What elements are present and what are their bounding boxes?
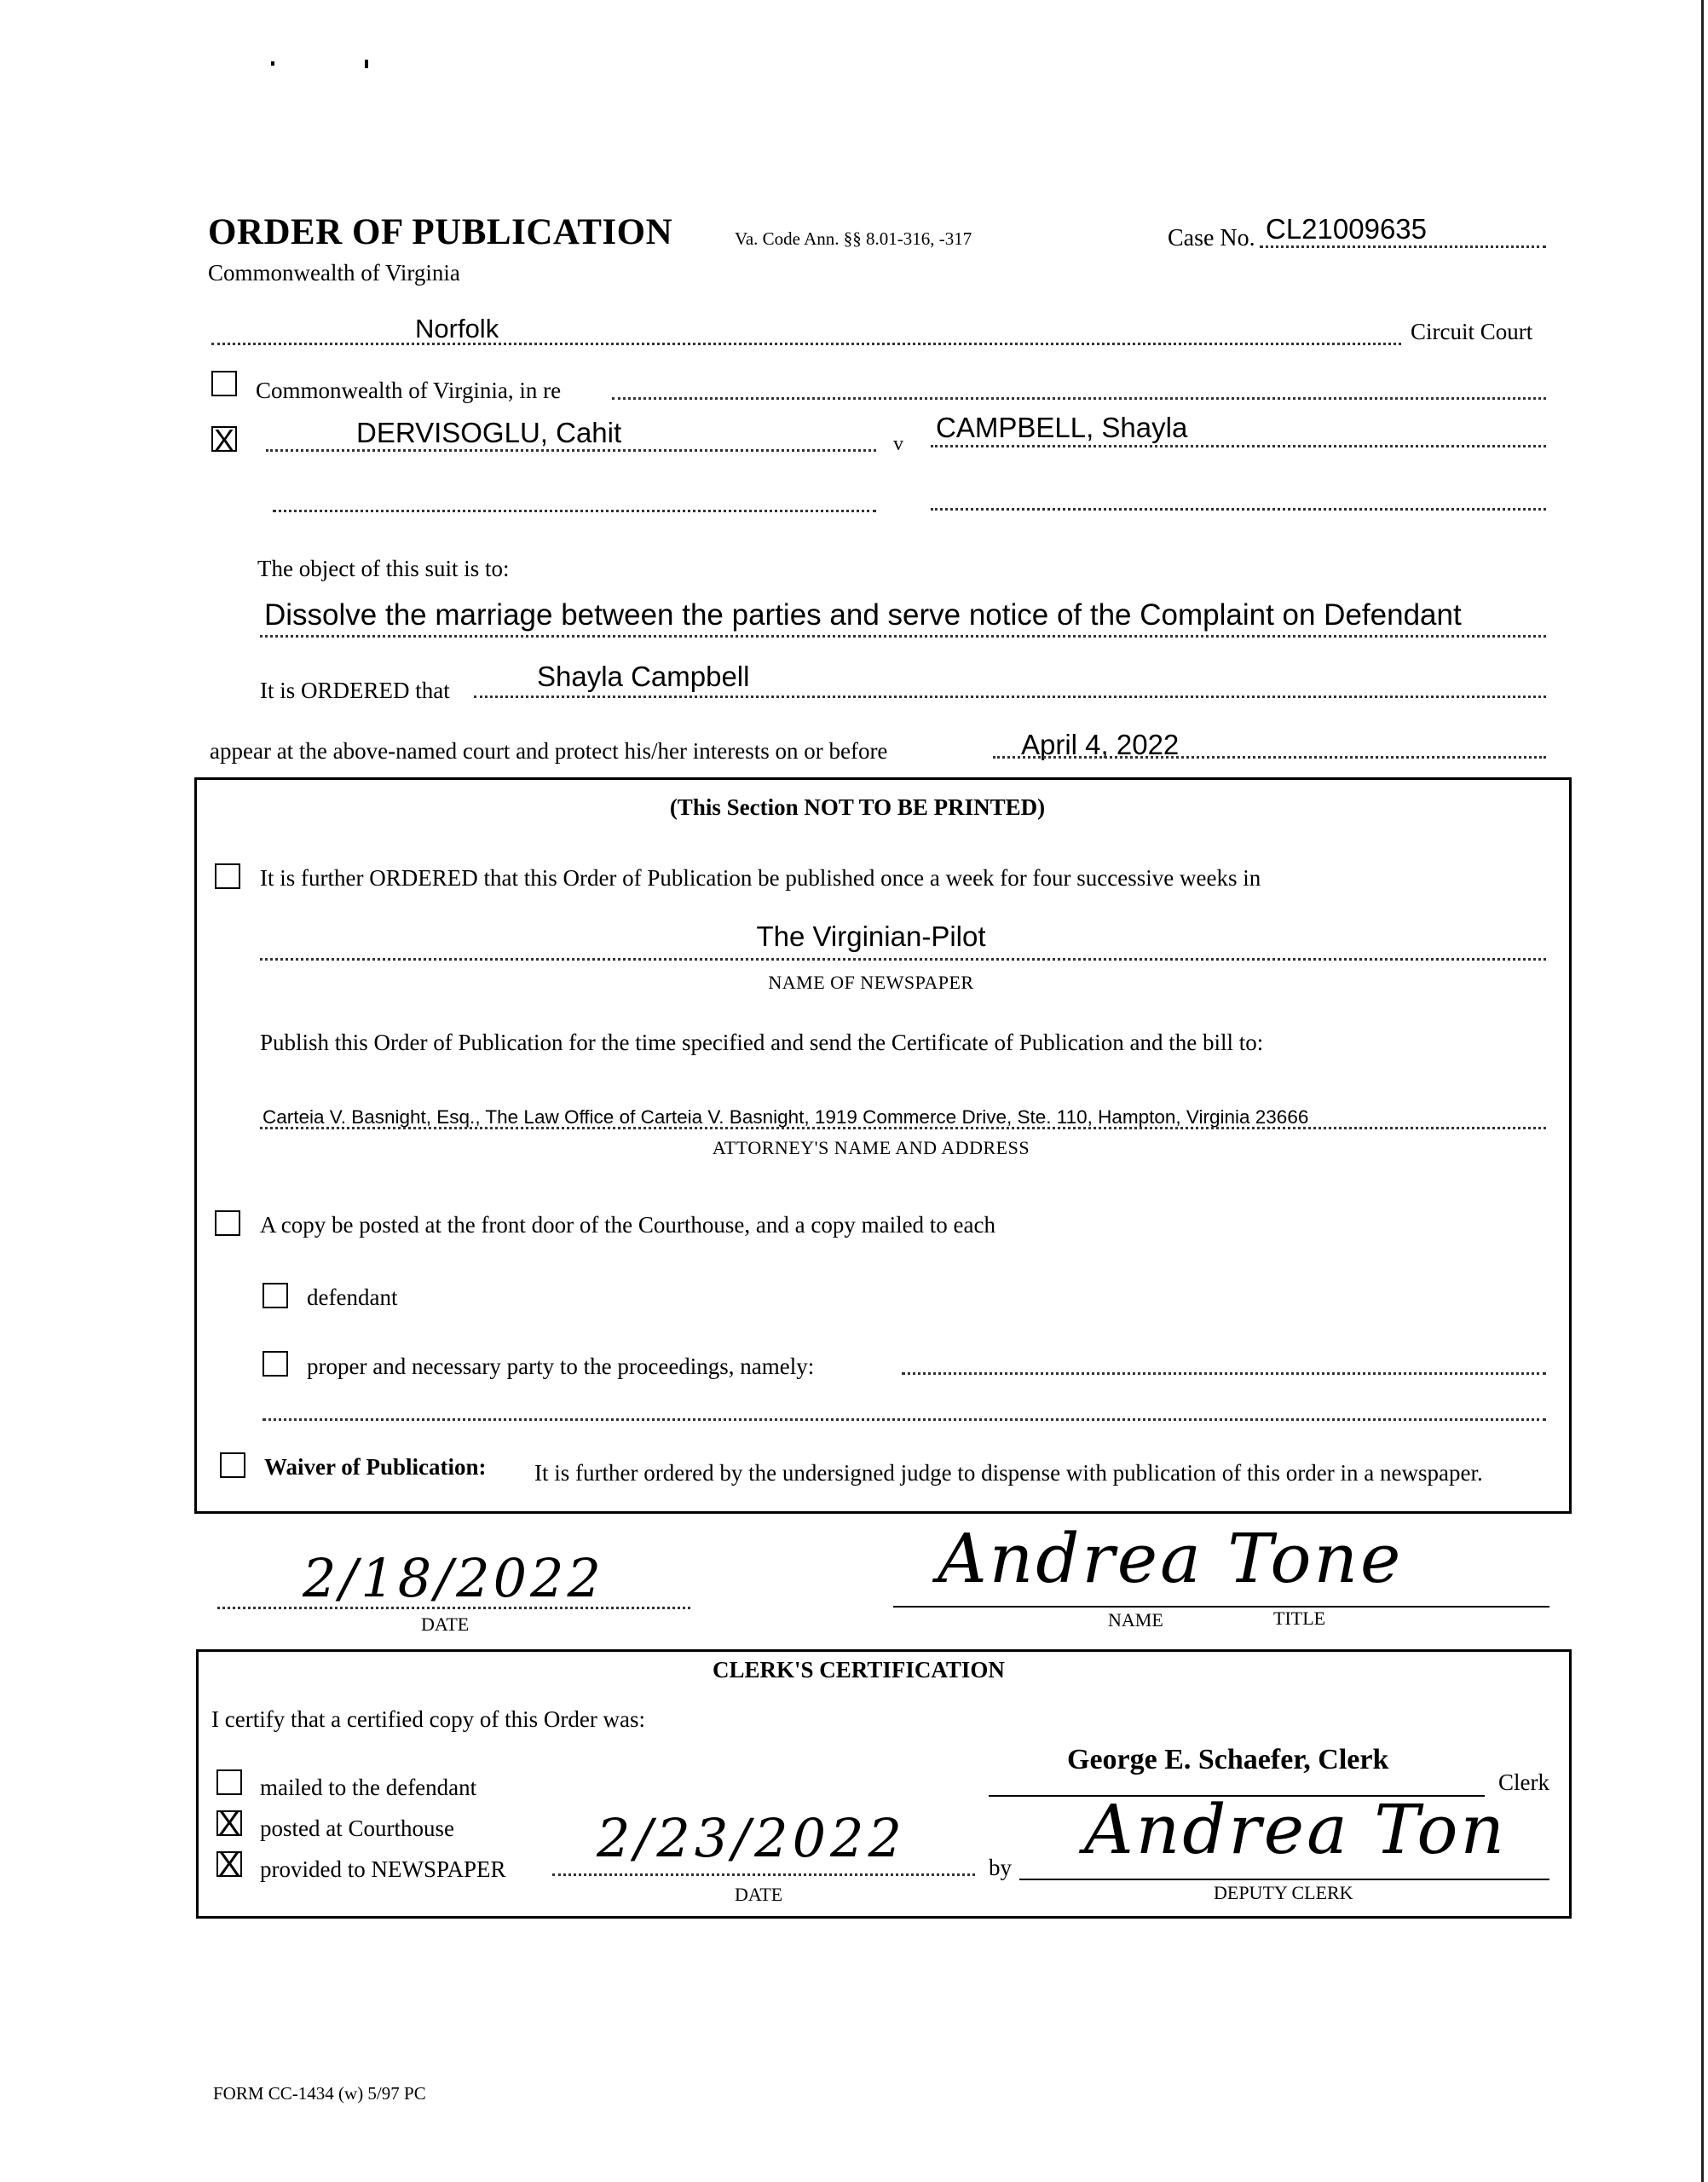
case-number: CL21009635 [1266,213,1428,245]
object-line [260,635,1546,638]
clerk-name: George E. Schaefer, Clerk [1067,1744,1389,1775]
provided-newspaper-checkbox[interactable]: X [216,1851,242,1877]
code-reference: Va. Code Ann. §§ 8.01-316, -317 [735,228,972,249]
clerk-date-line [552,1873,975,1876]
newspaper-line [260,958,1546,961]
newspaper-name: The Virginian-Pilot [756,921,986,952]
posted-courthouse-checkbox[interactable]: X [216,1810,242,1836]
provided-newspaper-label: provided to NEWSPAPER [260,1856,506,1882]
judge-date-line [217,1607,690,1609]
clerk-heading: CLERK'S CERTIFICATION [713,1657,1005,1683]
certify-text: I certify that a certified copy of this Order was: [211,1706,646,1732]
parties-checkbox[interactable]: X [211,426,237,452]
case-number-line [1260,245,1546,248]
send-text: Publish this Order of Publication for the time specified and send the Certificate of Publication and the bill to: [260,1030,1264,1055]
ordered-line [474,696,1546,698]
mailed-label: mailed to the defendant [260,1775,477,1800]
deputy-clerk-caption: DEPUTY CLERK [1214,1882,1353,1903]
defendant-checkbox[interactable] [263,1283,288,1308]
plaintiff-line-2 [273,510,876,512]
appear-label: appear at the above-named court and protect his/her interests on or before [210,738,888,764]
waiver-bold: Waiver of Publication: [264,1454,487,1480]
defendant-label: defendant [307,1284,398,1310]
scan-speck [271,61,274,66]
attorney-info: Carteia V. Basnight, Esq., The Law Office of Carteia V. Basnight, 1919 Commerce Drive, Ste. 110, Hampton, Virginia 23666 [263,1106,1309,1128]
defendant-line [931,445,1546,447]
commonwealth-checkbox[interactable] [211,371,237,396]
attorney-caption: ATTORNEY'S NAME AND ADDRESS [712,1137,1030,1158]
versus-label: v [893,433,903,455]
publish-text: It is further ORDERED that this Order of Publication be published once a week for four successive weeks in [260,865,1261,891]
clerk-label: Clerk [1498,1769,1549,1795]
appear-date: April 4, 2022 [1021,729,1180,760]
judge-signature: Andrea Tone [938,1519,1404,1598]
object-text: Dissolve the marriage between the parties and serve notice of the Complaint on Defendant [264,598,1462,632]
form-number: FORM CC-1434 (w) 5/97 PC [213,2083,426,2104]
proper-party-line-2 [263,1418,1546,1421]
object-label: The object of this suit is to: [257,556,510,581]
ordered-label: It is ORDERED that [260,678,450,703]
by-label: by [989,1855,1012,1880]
proper-party-checkbox[interactable] [263,1351,288,1377]
court-name: Norfolk [415,314,499,343]
title-caption: TITLE [1273,1608,1326,1629]
not-printed-heading: (This Section NOT TO BE PRINTED) [669,794,1046,820]
clerk-date-caption: DATE [735,1884,783,1905]
scan-speck [365,60,368,68]
court-line [211,343,1401,345]
form-title: ORDER OF PUBLICATION [208,212,673,252]
commonwealth-line [612,397,1546,400]
clerk-date-handwritten: 2/23/2022 [597,1807,906,1869]
mailed-checkbox[interactable] [216,1769,242,1795]
court-suffix: Circuit Court [1411,319,1533,344]
newspaper-caption: NAME OF NEWSPAPER [768,972,974,993]
proper-party-line [902,1372,1546,1375]
form-subtitle: Commonwealth of Virginia [208,260,460,286]
judge-date-handwritten: 2/18/2022 [303,1547,604,1609]
posted-text: A copy be posted at the front door of the Courthouse, and a copy mailed to each [260,1212,996,1238]
attorney-line [260,1127,1546,1129]
deputy-clerk-signature: Andrea Ton [1084,1790,1508,1869]
posted-courthouse-label: posted at Courthouse [260,1815,454,1841]
name-caption: NAME [1108,1609,1163,1631]
publish-checkbox[interactable] [215,863,240,889]
proper-party-label: proper and necessary party to the proceedings, namely: [307,1354,815,1379]
posted-checkbox[interactable] [215,1210,240,1236]
defendant-line-2 [931,508,1546,511]
case-label: Case No. [1168,225,1255,251]
commonwealth-label: Commonwealth of Virginia, in re [256,378,562,403]
waiver-checkbox[interactable] [220,1452,245,1478]
ordered-person: Shayla Campbell [537,661,750,692]
deputy-clerk-line [1019,1879,1549,1880]
judge-signature-line [893,1606,1549,1608]
defendant-name: CAMPBELL, Shayla [936,412,1188,443]
waiver-text: It is further ordered by the undersigned judge to dispense with publication of this order in a newspaper. [534,1460,1483,1486]
plaintiff-line [266,449,876,452]
appear-line [993,756,1546,759]
page-edge [1701,0,1704,2182]
judge-date-caption: DATE [421,1613,470,1635]
plaintiff-name: DERVISOGLU, Cahit [356,417,622,448]
